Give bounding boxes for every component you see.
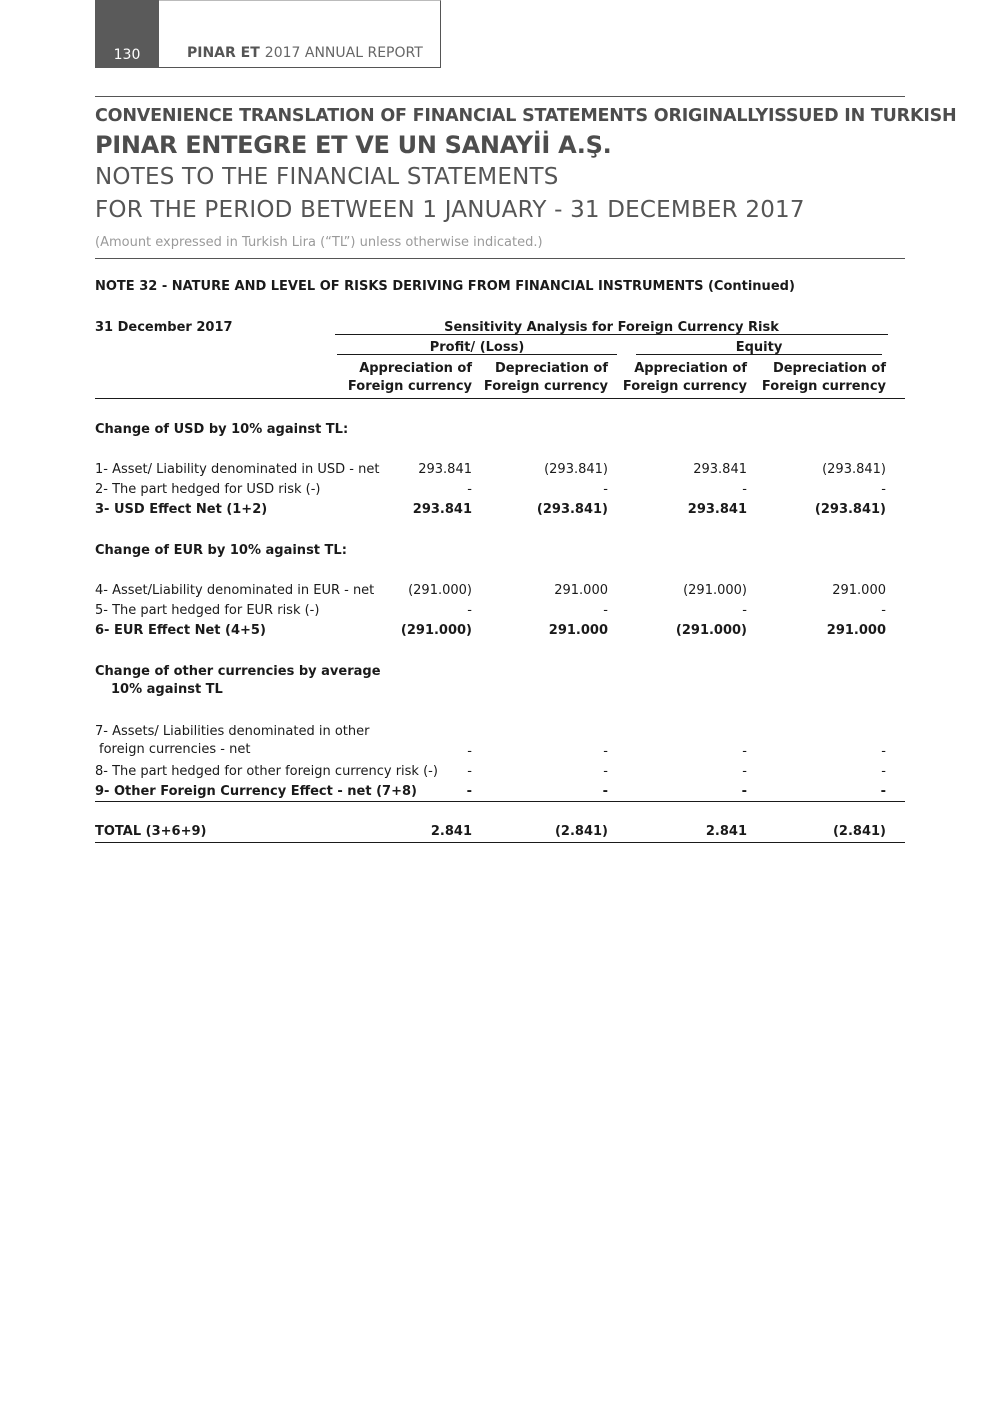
header-bottom-rule — [95, 398, 905, 399]
cell: - — [881, 764, 886, 779]
table-super-header: Sensitivity Analysis for Foreign Currency Risk — [444, 320, 779, 335]
cell: - — [742, 744, 747, 759]
cell: 291.000 — [548, 623, 608, 638]
group-equity: Equity — [735, 340, 783, 355]
total-cell: 2.841 — [430, 824, 472, 839]
cell: 293.841 — [418, 462, 472, 477]
cell: (291.000) — [675, 623, 747, 638]
equity-rule — [636, 354, 882, 355]
cell: - — [466, 784, 472, 799]
cell: (291.000) — [400, 623, 472, 638]
running-header — [159, 0, 441, 68]
section-usd: Change of USD by 10% against TL: — [95, 422, 349, 437]
cell: - — [603, 744, 608, 759]
col-header-4: Depreciation of Foreign currency — [761, 361, 886, 394]
company-name: PINAR ENTEGRE ET VE UN SANAYİİ A.Ş. — [95, 131, 612, 159]
period-heading: FOR THE PERIOD BETWEEN 1 JANUARY - 31 DECEMBER 2017 — [95, 197, 805, 223]
col-header-1: Appreciation of Foreign currency — [347, 361, 472, 394]
cell: - — [742, 764, 747, 779]
cell: - — [881, 482, 886, 497]
total-rule — [95, 842, 905, 843]
cell: 293.841 — [412, 502, 472, 517]
cell: - — [603, 482, 608, 497]
cell: - — [742, 482, 747, 497]
profit-loss-rule — [337, 354, 617, 355]
total-label: TOTAL (3+6+9) — [95, 824, 207, 839]
row-label: 5- The part hedged for EUR risk (-) — [95, 603, 320, 618]
cell: - — [467, 764, 472, 779]
report-title: 2017 ANNUAL REPORT — [264, 45, 423, 61]
section-eur: Change of EUR by 10% against TL: — [95, 543, 347, 558]
subtotal-rule — [95, 801, 905, 802]
cell: - — [467, 744, 472, 759]
row-label: 7- Assets/ Liabilities denominated in other foreign currencies - net — [95, 724, 370, 757]
cell: - — [603, 764, 608, 779]
row-label: 2- The part hedged for USD risk (-) — [95, 482, 321, 497]
cell: (293.841) — [544, 462, 608, 477]
cell: (293.841) — [536, 502, 608, 517]
cell: (293.841) — [814, 502, 886, 517]
cell: - — [602, 784, 608, 799]
super-header-rule — [335, 334, 888, 335]
cell: 291.000 — [832, 583, 886, 598]
cell: - — [467, 603, 472, 618]
cell: 291.000 — [554, 583, 608, 598]
notes-heading: NOTES TO THE FINANCIAL STATEMENTS — [95, 164, 559, 190]
cell: - — [880, 784, 886, 799]
convenience-translation-heading: CONVENIENCE TRANSLATION OF FINANCIAL STATEMENTS ORIGINALLYISSUED IN TURKISH — [95, 106, 957, 126]
row-label: 6- EUR Effect Net (4+5) — [95, 623, 266, 638]
amount-disclaimer: (Amount expressed in Turkish Lira (“TL”) unless otherwise indicated.) — [95, 235, 543, 250]
total-cell: (2.841) — [832, 824, 886, 839]
cell: - — [742, 603, 747, 618]
row-label: 4- Asset/Liability denominated in EUR - net — [95, 583, 375, 598]
section-other: Change of other currencies by average 10% against TL — [95, 664, 381, 697]
cell: (291.000) — [683, 583, 747, 598]
row-label: 3- USD Effect Net (1+2) — [95, 502, 268, 517]
cell: 293.841 — [687, 502, 747, 517]
title-rule-top — [95, 96, 905, 97]
table-period: 31 December 2017 — [95, 320, 233, 335]
group-profit-loss: Profit/ (Loss) — [429, 340, 525, 355]
cell: 293.841 — [693, 462, 747, 477]
title-rule-bottom — [95, 258, 905, 259]
row-label: 1- Asset/ Liability denominated in USD - net — [95, 462, 380, 477]
company-short-name: PINAR ET — [187, 45, 260, 61]
row-label: 8- The part hedged for other foreign currency risk (-) — [95, 764, 438, 779]
col-header-3: Appreciation of Foreign currency — [622, 361, 747, 394]
cell: (291.000) — [408, 583, 472, 598]
cell: - — [881, 603, 886, 618]
cell: - — [467, 482, 472, 497]
row-label: 9- Other Foreign Currency Effect - net (7+8) — [95, 784, 417, 799]
cell: (293.841) — [822, 462, 886, 477]
total-cell: (2.841) — [554, 824, 608, 839]
cell: - — [881, 744, 886, 759]
cell: - — [741, 784, 747, 799]
cell: 291.000 — [826, 623, 886, 638]
total-cell: 2.841 — [705, 824, 747, 839]
col-header-2: Depreciation of Foreign currency — [483, 361, 608, 394]
note-title: NOTE 32 - NATURE AND LEVEL OF RISKS DERIVING FROM FINANCIAL INSTRUMENTS (Continued) — [95, 279, 795, 294]
cell: - — [603, 603, 608, 618]
page-number: 130 — [95, 0, 159, 68]
